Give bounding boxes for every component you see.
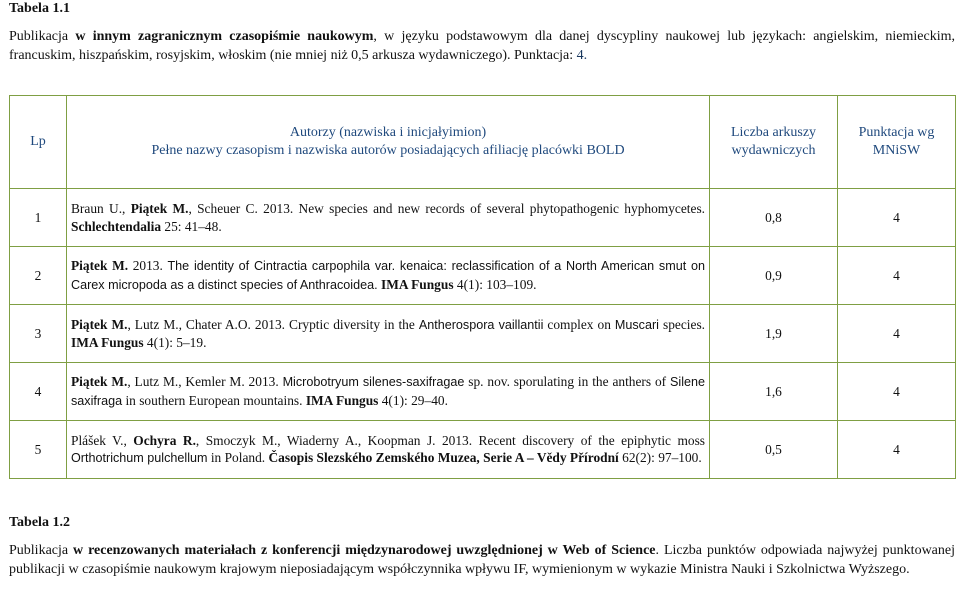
cit-title: The identity of Cintractia carpophila var. kenaica: reclassification of a North American smut on Carex micropoda as a distinct species of Anthracoidea. xyxy=(71,259,706,292)
row-sheets: 0,5 xyxy=(710,421,838,479)
row-points: 4 xyxy=(838,421,956,479)
cit-text: , Lutz M., Chater A.O. 2013. Cryptic diversity in the xyxy=(127,316,419,332)
header-lp: Lp xyxy=(10,96,67,189)
row-sheets: 1,6 xyxy=(710,363,838,421)
row-lp: 5 xyxy=(10,421,67,479)
cit-text: Plášek V., xyxy=(71,432,134,448)
table-row xyxy=(10,305,956,363)
cit-species: Orthotrichum pulchellum xyxy=(71,451,208,465)
cit-bold-author: Piątek M. xyxy=(71,258,129,273)
row-citation xyxy=(67,363,710,421)
table-header-row xyxy=(10,96,956,189)
desc-pre: Publikacja xyxy=(9,543,74,558)
row-sheets: 0,9 xyxy=(710,247,838,305)
cit-text: 4(1): 103–109. xyxy=(453,276,537,292)
cit-species: Muscari xyxy=(614,317,659,332)
desc-pre: Publikacja xyxy=(9,29,76,44)
cit-species: Silene saxifraga xyxy=(71,375,706,408)
row-citation xyxy=(67,305,710,363)
cit-journal: IMA Fungus xyxy=(305,392,379,408)
cit-species: Antherospora vaillantii xyxy=(418,317,544,332)
row-citation xyxy=(67,189,710,247)
row-sheets: 0,8 xyxy=(710,189,838,247)
header-sheets: Liczba arkuszy wydawniczych xyxy=(710,96,838,189)
section-1-1-description xyxy=(9,27,955,65)
cit-bold-author: Piątek M. xyxy=(71,316,128,332)
cit-bold-author: Ochyra R. xyxy=(133,432,196,448)
cit-bold-author: Piątek M. xyxy=(130,201,189,216)
row-points: 4 xyxy=(838,189,956,247)
desc-bold: w innym zagranicznym czasopiśmie naukowym xyxy=(75,29,374,44)
cit-text: in Poland. xyxy=(207,450,269,465)
table-row xyxy=(10,247,956,305)
cit-text: 2013. xyxy=(128,258,168,273)
desc-post: , w języku podstawowym dla danej dyscypliny naukowej lub językach: angielskim, niemieckim, francuskim, hiszpańskim, rosyjskim, włoskim (nie mniej niż 0,5 arkusza wydawniczego). Punktacja: xyxy=(9,29,955,63)
section-title-1-2: Tabela 1.2 xyxy=(9,515,70,530)
table-row xyxy=(10,421,956,479)
publications-table xyxy=(9,95,956,479)
cit-journal: Časopis Slezského Zemského Muzea, Serie A – Vědy Přírodní xyxy=(268,450,619,465)
cit-text: 62(2): 97–100. xyxy=(618,450,702,465)
section-title-1-1: Tabela 1.1 xyxy=(9,1,70,16)
row-citation xyxy=(67,421,710,479)
table-row xyxy=(10,363,956,421)
cit-text: 25: 41–48. xyxy=(161,218,222,234)
cit-text: , Scheuer C. 2013. New species and new records of several phytopathogenic hyphomycetes. xyxy=(188,201,706,216)
cit-text: 4(1): 5–19. xyxy=(143,335,207,350)
header-points: Punktacja wg MNiSW xyxy=(838,96,956,189)
row-lp: 3 xyxy=(10,305,67,363)
cit-text: species. xyxy=(658,316,705,332)
row-sheets: 1,9 xyxy=(710,305,838,363)
cit-text: , Smoczyk M., Wiaderny A., Koopman J. 2013. Recent discovery of the epiphytic moss xyxy=(195,432,705,448)
cit-journal: IMA Fungus xyxy=(380,276,454,292)
cit-text: complex on xyxy=(543,316,615,332)
row-lp: 2 xyxy=(10,247,67,305)
cit-text: , Lutz M., Kemler M. 2013. xyxy=(127,374,283,389)
desc-post: . Liczba punktów odpowiada najwyżej punktowanej publikacji w czasopiśmie naukowym krajowym nieposiadającym współczynnika wpływu IF, wymienionym w wykazie Ministra Nauki i Szkolnictwa Wyższego. xyxy=(9,543,956,577)
row-lp: 1 xyxy=(10,189,67,247)
row-lp: 4 xyxy=(10,363,67,421)
header-authors-line1: Autorzy (nazwiska i inicjałyimion) xyxy=(289,125,487,140)
desc-bold: w recenzowanych materiałach z konferencji międzynarodowej uwzględnionej w Web of Science xyxy=(73,543,656,558)
row-points: 4 xyxy=(838,247,956,305)
row-points: 4 xyxy=(838,305,956,363)
cit-text: sp. nov. sporulating in the anthers of xyxy=(464,374,671,389)
header-authors-line2: Pełne nazwy czasopism i nazwiska autorów posiadających afiliację placówki BOLD xyxy=(151,143,625,158)
desc-points: 4. xyxy=(576,48,588,63)
cit-text: in southern European mountains. xyxy=(122,392,306,408)
cit-text: 4(1): 29–40. xyxy=(378,392,448,408)
section-1-2-description xyxy=(9,541,955,579)
row-citation xyxy=(67,247,710,305)
table-row xyxy=(10,189,956,247)
row-points: 4 xyxy=(838,363,956,421)
cit-species: Microbotryum silenes-saxifragae xyxy=(282,375,465,389)
cit-journal: Schlechtendalia xyxy=(71,218,162,234)
cit-text: Braun U., xyxy=(71,201,131,216)
header-authors xyxy=(67,96,710,189)
cit-bold-author: Piątek M. xyxy=(71,374,128,389)
cit-journal: IMA Fungus xyxy=(71,335,144,350)
